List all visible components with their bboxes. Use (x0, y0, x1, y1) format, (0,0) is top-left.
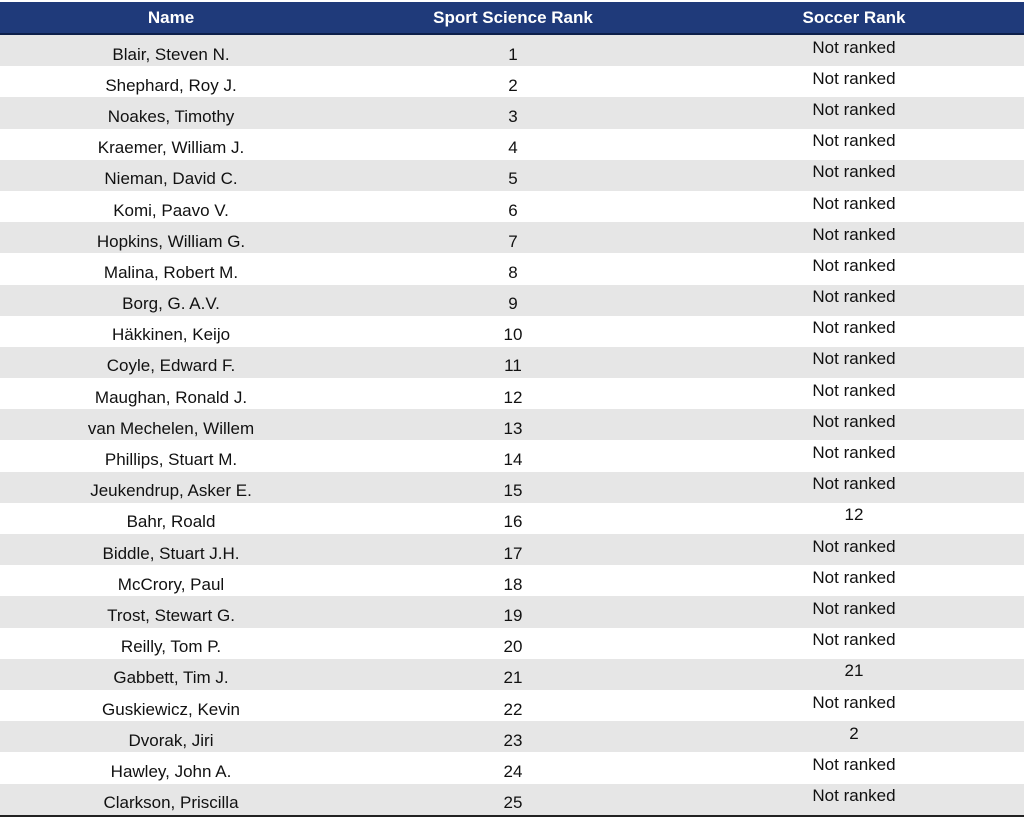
sport-science-rank-cell (342, 472, 684, 503)
sport-science-rank-cell (342, 285, 684, 316)
name-cell (0, 690, 342, 721)
soccer-rank-value: 2 (849, 723, 859, 743)
sport-science-rank-value: 8 (508, 262, 518, 282)
name-cell (0, 721, 342, 752)
name-cell (0, 628, 342, 659)
soccer-rank-value: Not ranked (812, 443, 896, 463)
table-row (0, 440, 1024, 471)
sport-science-rank-value: 2 (508, 75, 518, 95)
sport-science-rank-value: 24 (503, 761, 523, 781)
name-value: Malina, Robert M. (103, 262, 239, 282)
sport-science-rank-cell (342, 316, 684, 347)
sport-science-rank-cell (342, 160, 684, 191)
soccer-rank-cell (684, 472, 1024, 503)
table-row (0, 66, 1024, 97)
sport-science-rank-value: 25 (503, 793, 523, 813)
name-value: Maughan, Ronald J. (94, 387, 248, 407)
name-value: Häkkinen, Keijo (111, 325, 231, 345)
name-value: Clarkson, Priscilla (103, 793, 239, 813)
sport-science-rank-cell (342, 409, 684, 440)
sport-science-rank-value: 16 (503, 512, 523, 532)
sport-science-rank-value: 3 (508, 106, 518, 126)
sport-science-rank-cell (342, 690, 684, 721)
sport-science-rank-cell (342, 534, 684, 565)
sport-science-rank-value: 18 (503, 574, 523, 594)
table-row (0, 285, 1024, 316)
table-row (0, 628, 1024, 659)
name-value: Reilly, Tom P. (120, 637, 222, 657)
sport-science-rank-value: 6 (508, 200, 518, 220)
soccer-rank-value: Not ranked (812, 162, 896, 182)
table-row (0, 129, 1024, 160)
name-value: Gabbett, Tim J. (113, 668, 229, 688)
table-row (0, 784, 1024, 816)
soccer-rank-value: 21 (844, 661, 864, 681)
table-row (0, 97, 1024, 128)
sport-science-rank-value: 12 (503, 387, 523, 407)
sport-science-rank-cell (342, 253, 684, 284)
rankings-table-container (0, 2, 1024, 817)
name-value: Noakes, Timothy (107, 106, 235, 126)
soccer-rank-value: Not ranked (812, 349, 896, 369)
name-value: Phillips, Stuart M. (104, 450, 238, 470)
sport-science-rank-value: 17 (503, 543, 523, 563)
sport-science-rank-cell (342, 503, 684, 534)
soccer-rank-cell (684, 534, 1024, 565)
name-cell (0, 222, 342, 253)
table-row (0, 34, 1024, 66)
table-row (0, 316, 1024, 347)
sport-science-rank-cell (342, 97, 684, 128)
sport-science-rank-cell (342, 721, 684, 752)
sport-science-rank-cell (342, 440, 684, 471)
soccer-rank-cell (684, 690, 1024, 721)
soccer-rank-cell (684, 66, 1024, 97)
table-header (0, 2, 1024, 34)
table-row (0, 191, 1024, 222)
sport-science-rank-cell (342, 378, 684, 409)
name-value: Coyle, Edward F. (106, 356, 236, 376)
name-cell (0, 160, 342, 191)
name-value: van Mechelen, Willem (87, 418, 255, 438)
sport-science-rank-value: 14 (503, 450, 523, 470)
name-cell (0, 752, 342, 783)
name-value: Hawley, John A. (110, 761, 232, 781)
soccer-rank-value: Not ranked (812, 318, 896, 338)
header-sport-science-rank: Sport Science Rank (342, 2, 684, 34)
soccer-rank-cell (684, 285, 1024, 316)
table-row (0, 659, 1024, 690)
soccer-rank-value: Not ranked (812, 411, 896, 431)
sport-science-rank-cell (342, 659, 684, 690)
name-value: Nieman, David C. (104, 169, 238, 189)
soccer-rank-cell (684, 721, 1024, 752)
sport-science-rank-cell (342, 129, 684, 160)
table-row (0, 690, 1024, 721)
name-cell (0, 534, 342, 565)
sport-science-rank-cell (342, 596, 684, 627)
soccer-rank-cell (684, 222, 1024, 253)
sport-science-rank-cell (342, 34, 684, 66)
sport-science-rank-cell (342, 222, 684, 253)
soccer-rank-cell (684, 316, 1024, 347)
table-row (0, 378, 1024, 409)
soccer-rank-value: Not ranked (812, 68, 896, 88)
table-row (0, 347, 1024, 378)
sport-science-rank-value: 15 (503, 481, 523, 501)
name-cell (0, 285, 342, 316)
name-value: McCrory, Paul (117, 574, 225, 594)
sport-science-rank-value: 10 (503, 325, 523, 345)
soccer-rank-value: Not ranked (812, 692, 896, 712)
table-row (0, 721, 1024, 752)
name-cell (0, 34, 342, 66)
table-row (0, 253, 1024, 284)
name-value: Kraemer, William J. (97, 138, 245, 158)
table-row (0, 160, 1024, 191)
name-value: Shephard, Roy J. (105, 75, 237, 95)
table-row (0, 596, 1024, 627)
table-row (0, 503, 1024, 534)
soccer-rank-value: Not ranked (812, 380, 896, 400)
soccer-rank-cell (684, 440, 1024, 471)
soccer-rank-value: Not ranked (812, 193, 896, 213)
name-cell (0, 503, 342, 534)
sport-science-rank-value: 13 (503, 418, 523, 438)
soccer-rank-value: Not ranked (812, 224, 896, 244)
sport-science-rank-cell (342, 66, 684, 97)
name-value: Trost, Stewart G. (107, 605, 235, 625)
table-row (0, 472, 1024, 503)
header-row (0, 2, 1024, 34)
soccer-rank-value: Not ranked (812, 474, 896, 494)
table-row (0, 222, 1024, 253)
name-cell (0, 129, 342, 160)
name-cell (0, 316, 342, 347)
soccer-rank-cell (684, 659, 1024, 690)
soccer-rank-cell (684, 503, 1024, 534)
soccer-rank-value: Not ranked (812, 131, 896, 151)
table-body (0, 34, 1024, 816)
table-row (0, 752, 1024, 783)
soccer-rank-value: Not ranked (812, 255, 896, 275)
name-cell (0, 378, 342, 409)
name-cell (0, 784, 342, 816)
sport-science-rank-value: 7 (508, 231, 518, 251)
name-cell (0, 97, 342, 128)
header-soccer-rank: Soccer Rank (684, 2, 1024, 34)
name-cell (0, 440, 342, 471)
name-value: Guskiewicz, Kevin (102, 699, 240, 719)
name-value: Blair, Steven N. (112, 44, 230, 64)
table-row (0, 409, 1024, 440)
name-value: Borg, G. A.V. (122, 294, 220, 314)
name-cell (0, 191, 342, 222)
sport-science-rank-value: 11 (504, 356, 522, 376)
name-value: Dvorak, Jiri (128, 730, 214, 750)
sport-science-rank-cell (342, 191, 684, 222)
sport-science-rank-cell (342, 628, 684, 659)
soccer-rank-cell (684, 97, 1024, 128)
soccer-rank-value: Not ranked (812, 598, 896, 618)
sport-science-rank-value: 19 (503, 605, 523, 625)
soccer-rank-cell (684, 378, 1024, 409)
soccer-rank-value: Not ranked (812, 630, 896, 650)
name-cell (0, 659, 342, 690)
soccer-rank-cell (684, 191, 1024, 222)
soccer-rank-value: Not ranked (812, 536, 896, 556)
name-value: Jeukendrup, Asker E. (90, 481, 252, 501)
sport-science-rank-cell (342, 347, 684, 378)
name-cell (0, 66, 342, 97)
soccer-rank-cell (684, 409, 1024, 440)
name-cell (0, 472, 342, 503)
sport-science-rank-value: 21 (503, 668, 523, 688)
name-value: Komi, Paavo V. (113, 200, 229, 220)
sport-science-rank-cell (342, 752, 684, 783)
soccer-rank-value: Not ranked (812, 37, 896, 57)
name-cell (0, 253, 342, 284)
table-row (0, 534, 1024, 565)
soccer-rank-cell (684, 253, 1024, 284)
sport-science-rank-value: 23 (503, 730, 523, 750)
rankings-table (0, 2, 1024, 817)
soccer-rank-cell (684, 565, 1024, 596)
sport-science-rank-value: 1 (508, 44, 518, 64)
sport-science-rank-value: 5 (508, 169, 518, 189)
header-name: Name (0, 2, 342, 34)
name-value: Bahr, Roald (126, 512, 216, 532)
soccer-rank-value: Not ranked (812, 786, 896, 806)
table-row (0, 565, 1024, 596)
sport-science-rank-value: 22 (503, 699, 523, 719)
name-cell (0, 565, 342, 596)
sport-science-rank-value: 4 (508, 138, 518, 158)
sport-science-rank-cell (342, 784, 684, 816)
soccer-rank-cell (684, 628, 1024, 659)
soccer-rank-cell (684, 596, 1024, 627)
soccer-rank-value: Not ranked (812, 754, 896, 774)
name-cell (0, 347, 342, 378)
name-cell (0, 596, 342, 627)
name-cell (0, 409, 342, 440)
soccer-rank-cell (684, 752, 1024, 783)
soccer-rank-value: Not ranked (812, 287, 896, 307)
soccer-rank-cell (684, 129, 1024, 160)
soccer-rank-cell (684, 34, 1024, 66)
soccer-rank-value: Not ranked (812, 99, 896, 119)
soccer-rank-cell (684, 784, 1024, 816)
sport-science-rank-value: 20 (503, 637, 523, 657)
soccer-rank-cell (684, 347, 1024, 378)
soccer-rank-value: Not ranked (812, 567, 896, 587)
soccer-rank-value: 12 (844, 505, 864, 525)
name-value: Biddle, Stuart J.H. (102, 543, 240, 563)
soccer-rank-cell (684, 160, 1024, 191)
sport-science-rank-cell (342, 565, 684, 596)
sport-science-rank-value: 9 (508, 294, 518, 314)
name-value: Hopkins, William G. (96, 231, 246, 251)
